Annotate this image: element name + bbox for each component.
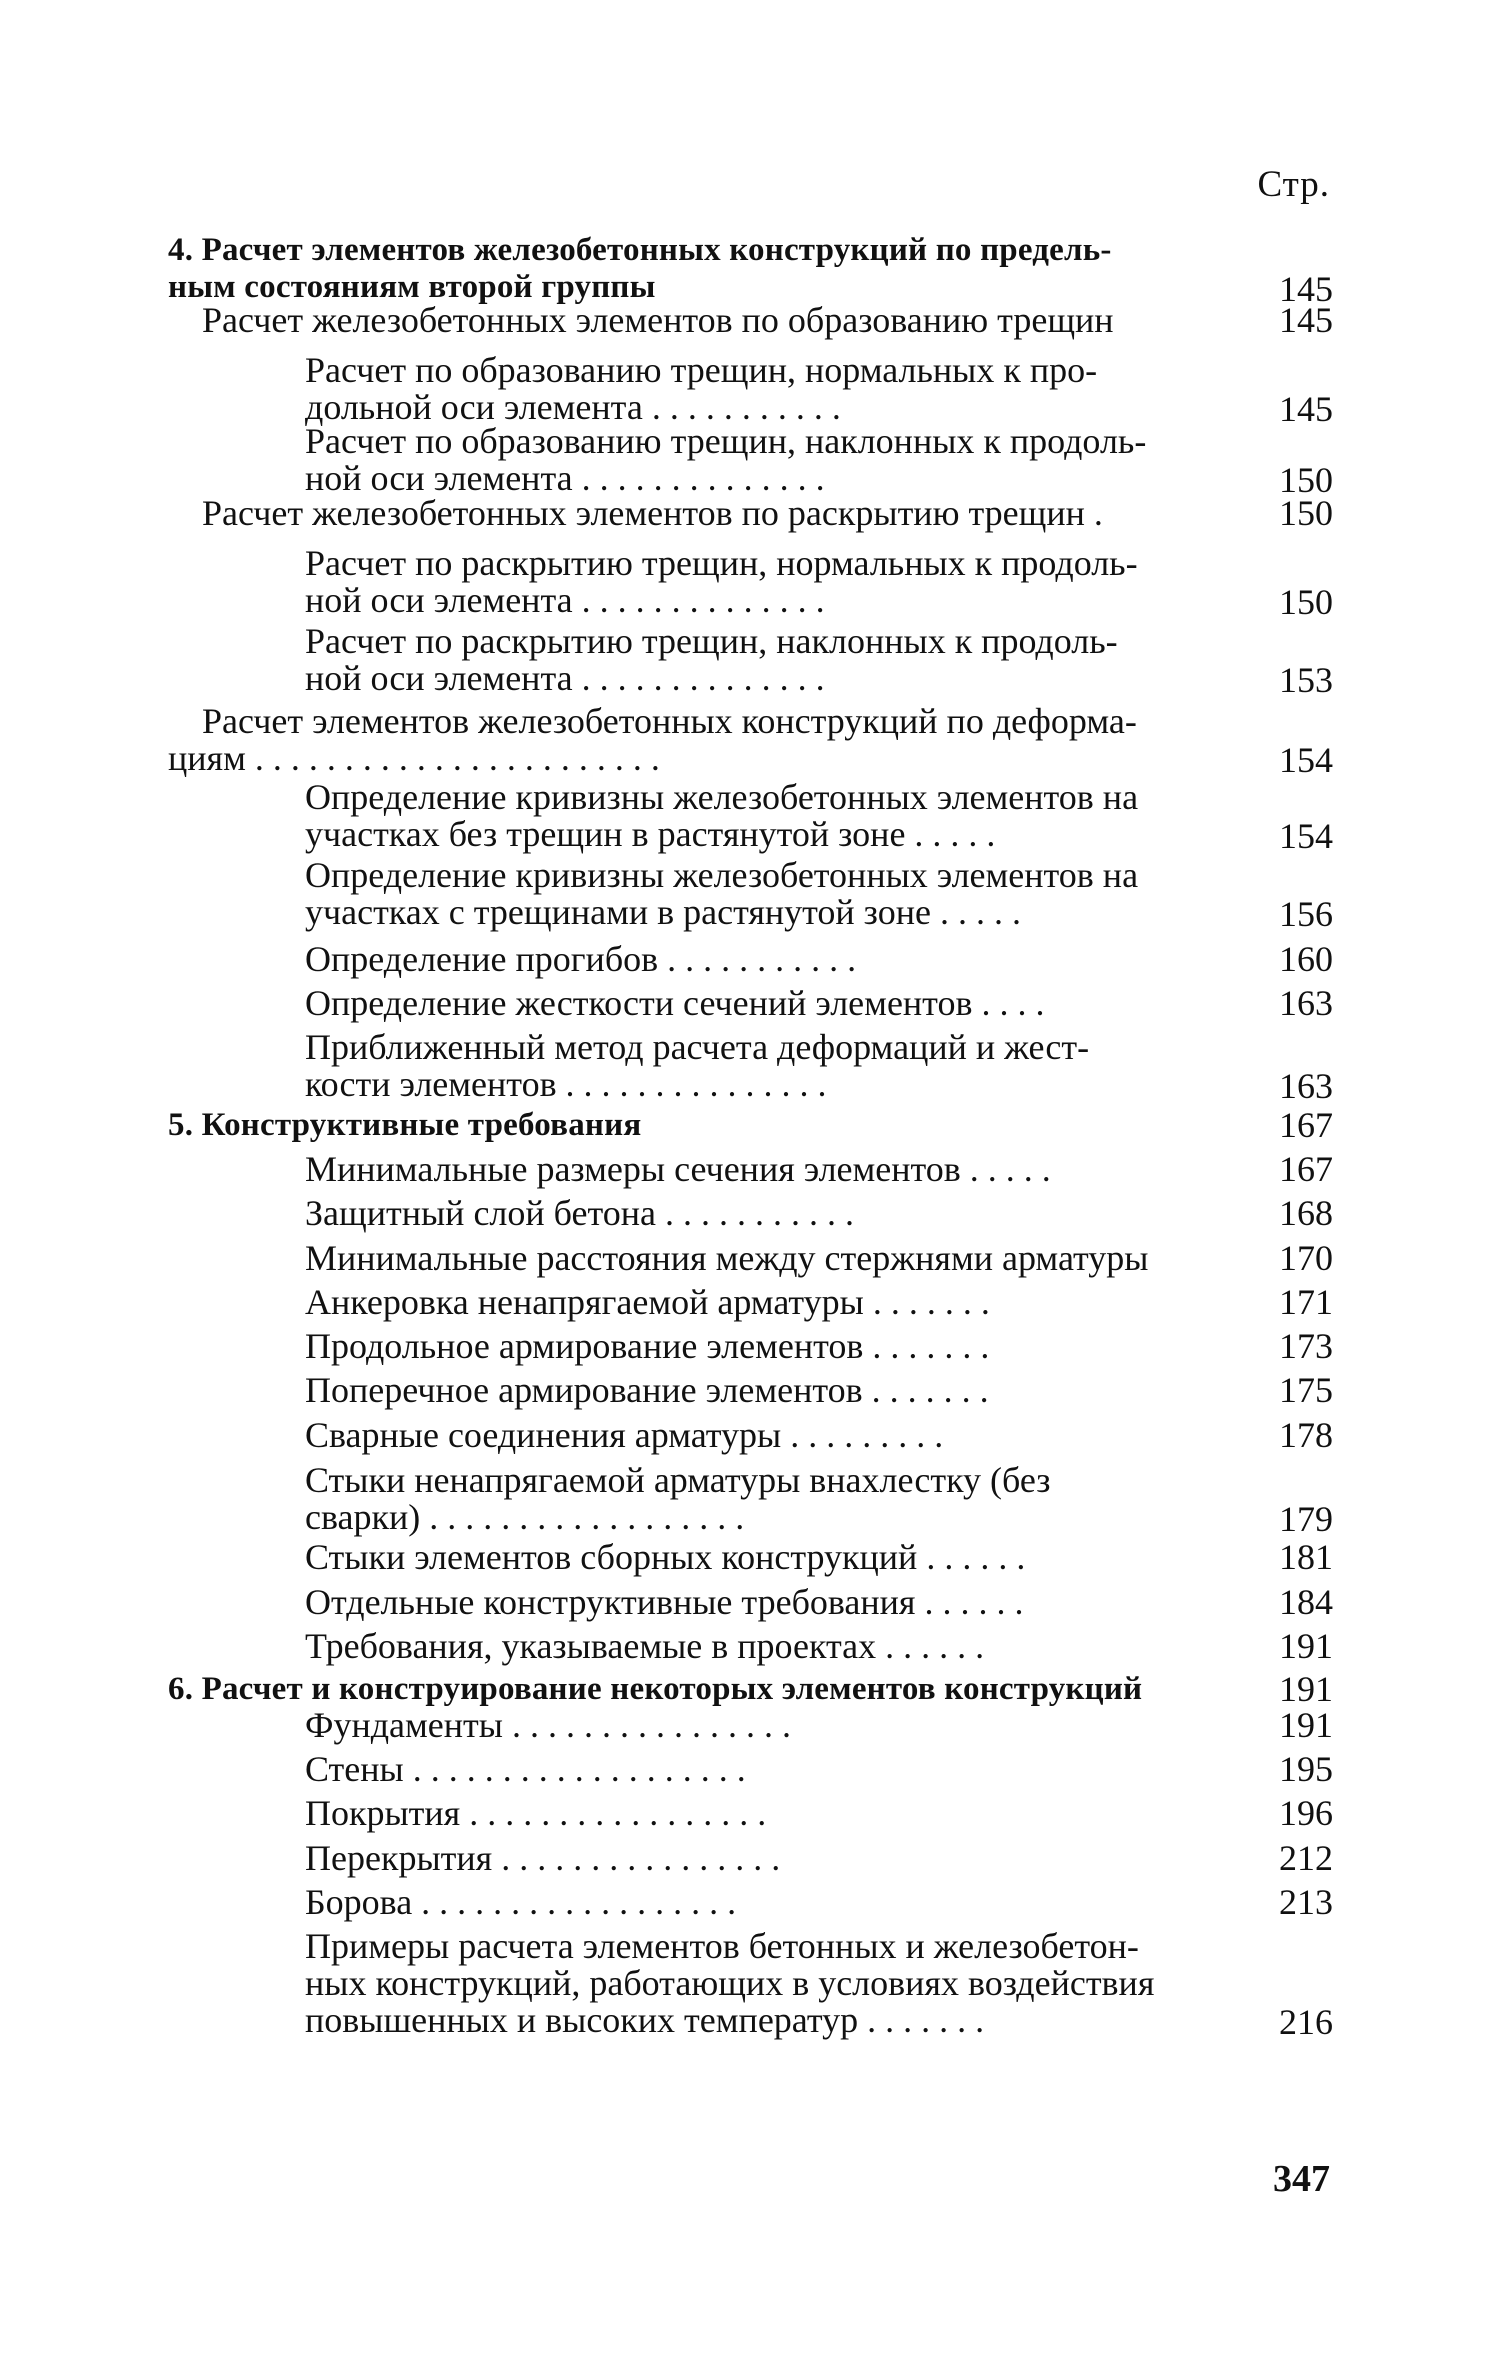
toc-entry-line: Требования, указываемые в проектах . . . . . . [305,1626,985,1666]
toc-entry-line: Определение кривизны железобетонных элементов на [305,777,1139,817]
toc-entry-page: 178 [1279,1415,1333,1455]
toc-entry-page: 167 [1279,1149,1333,1189]
toc-entry-line: Покрытия . . . . . . . . . . . . . . . . . [305,1793,767,1833]
toc-entry-line: дольной оси элемента . . . . . . . . . . . [305,387,841,427]
toc-entry-title [305,623,1222,697]
toc-entry-line: Определение прогибов . . . . . . . . . . . [305,939,857,979]
toc-entry-page: 195 [1279,1749,1333,1789]
toc-entry-page: 184 [1279,1582,1333,1622]
toc-entry-title [305,1417,1222,1454]
toc-entry-title [305,857,1222,931]
toc-entry-page: 175 [1279,1370,1333,1410]
toc-entry-line: Расчет элементов железобетонных конструкций по деформа- [202,701,1137,741]
toc-entry-line: Поперечное армирование элементов . . . . . . . [305,1370,989,1410]
toc-entry-line: Расчет по образованию трещин, наклонных к продоль- [305,421,1147,461]
toc-entry-line: Примеры расчета элементов бетонных и железобетон- [305,1926,1139,1966]
toc-entry-title [305,941,1222,978]
toc-entry-title [305,1628,1222,1665]
toc-entry-page: 181 [1279,1537,1333,1577]
page-column-header: Стр. [1257,164,1330,205]
toc-entry-page: 150 [1279,582,1333,622]
toc-entry-page: 150 [1279,460,1333,500]
toc-entry-page: 167 [1279,1105,1333,1145]
toc-entry-line: Расчет железобетонных элементов по образованию трещин [202,300,1114,340]
toc-entry-page: 150 [1279,493,1333,533]
toc-entry-title [305,1707,1222,1744]
toc-entry-title [168,232,1222,306]
toc-entry-title [305,1151,1222,1188]
toc-entry-page: 179 [1279,1499,1333,1539]
toc-entry-line: Определение жесткости сечений элементов . . . . [305,983,1045,1023]
toc-entry-line: Сварные соединения арматуры . . . . . . . . . [305,1415,944,1455]
toc-entry-title [168,1107,1222,1144]
toc-entry-line: участках без трещин в растянутой зоне . . . . . [305,814,996,854]
toc-entry-title [202,495,1222,532]
toc-entry-line: Стыки ненапрягаемой арматуры внахлестку (без [305,1460,1051,1500]
toc-entry-title [305,1928,1222,2039]
toc-entry-line: Отдельные конструктивные требования . . . . . . [305,1582,1024,1622]
toc-entry-title [305,1840,1222,1877]
toc-entry-page: 191 [1279,1626,1333,1666]
toc-entry-title [305,1328,1222,1365]
toc-entry-line: ной оси элемента . . . . . . . . . . . . . . [305,458,825,498]
toc-entry-line: 6. Расчет и конструирование некоторых элементов конструкций [168,1671,1143,1707]
toc-entry-line: Расчет железобетонных элементов по раскрытию трещин . [202,493,1103,533]
toc-entry-line: ным состояниям второй группы [168,269,656,305]
toc-entry-line: Перекрытия . . . . . . . . . . . . . . . . [305,1838,781,1878]
toc-entry-title [305,1584,1222,1621]
toc-entry-page: 145 [1279,269,1333,309]
toc-entry-line: участках с трещинами в растянутой зоне . . . . . [305,892,1021,932]
page-number: 347 [1273,2158,1330,2200]
toc-entry-line: ных конструкций, работающих в условиях воздействия [305,1963,1155,2003]
toc-entry-line: Анкеровка ненапрягаемой арматуры . . . . . . . [305,1282,990,1322]
toc-entry-title [305,545,1222,619]
toc-entry-page: 196 [1279,1793,1333,1833]
toc-entry-title [305,1539,1222,1576]
toc-entry-title [305,1795,1222,1832]
toc-entry-line: повышенных и высоких температур . . . . . . . [305,2000,985,2040]
toc-entry-page: 191 [1279,1669,1333,1709]
toc-entry-title [168,701,1222,778]
toc-entry-title [305,352,1222,426]
toc-entry-title [305,779,1222,853]
toc-entry-line: Приближенный метод расчета деформаций и жест- [305,1027,1090,1067]
toc-entry-page: 212 [1279,1838,1333,1878]
toc-entry-line: Борова . . . . . . . . . . . . . . . . . . [305,1882,737,1922]
toc-entry-page: 163 [1279,1066,1333,1106]
toc-entry-title [305,985,1222,1022]
toc-entry-line: Расчет по раскрытию трещин, наклонных к продоль- [305,621,1118,661]
toc-entry-title [202,302,1222,339]
toc-entry-title [305,1029,1222,1103]
toc-entry-page: 216 [1279,2002,1333,2042]
toc-entry-page: 154 [1279,740,1333,780]
toc-entry-page: 145 [1279,389,1333,429]
toc-entry-line: циям . . . . . . . . . . . . . . . . . . . . . . . [168,738,660,778]
toc-entry-title [305,1240,1222,1277]
toc-entry-page: 154 [1279,816,1333,856]
toc-entry-line: ной оси элемента . . . . . . . . . . . . . . [305,658,825,698]
toc-entry-title [305,1884,1222,1921]
toc-entry-page: 160 [1279,939,1333,979]
toc-entry-line: Минимальные расстояния между стержнями арматуры [305,1238,1149,1278]
toc-entry-page: 213 [1279,1882,1333,1922]
toc-entry-line: 5. Конструктивные требования [168,1107,642,1143]
toc-entry-page: 145 [1279,300,1333,340]
toc-entry-line: кости элементов . . . . . . . . . . . . . . . [305,1064,827,1104]
toc-entry-line: сварки) . . . . . . . . . . . . . . . . . . [305,1497,745,1537]
toc-entry-page: 153 [1279,660,1333,700]
toc-entry-page: 163 [1279,983,1333,1023]
toc-entry-line: Стыки элементов сборных конструкций . . . . . . [305,1537,1026,1577]
toc-entry-page: 170 [1279,1238,1333,1278]
toc-entry-line: Минимальные размеры сечения элементов . . . . . [305,1149,1051,1189]
toc-entry-line: 4. Расчет элементов железобетонных конструкций по предель- [168,232,1112,268]
toc-entry-line: Продольное армирование элементов . . . . . . . [305,1326,990,1366]
toc-entry-title [305,1462,1222,1536]
toc-entry-line: Защитный слой бетона . . . . . . . . . . . [305,1193,854,1233]
toc-entry-title [305,1284,1222,1321]
toc-entry-title [305,1751,1222,1788]
toc-entry-title [305,423,1222,497]
toc-entry-page: 173 [1279,1326,1333,1366]
toc-entry-line: Расчет по образованию трещин, нормальных к про- [305,350,1098,390]
toc-entry-line: Стены . . . . . . . . . . . . . . . . . . . [305,1749,746,1789]
toc-entry-line: ной оси элемента . . . . . . . . . . . . . . [305,580,825,620]
toc-entry-line: Определение кривизны железобетонных элементов на [305,855,1139,895]
toc-entry-title [168,1671,1222,1708]
toc-entry-page: 156 [1279,894,1333,934]
toc-entry-line: Расчет по раскрытию трещин, нормальных к продоль- [305,543,1138,583]
toc-entry-line: Фундаменты . . . . . . . . . . . . . . . . [305,1705,791,1745]
toc-entry-page: 171 [1279,1282,1333,1322]
toc-entry-page: 191 [1279,1705,1333,1745]
toc-entry-page: 168 [1279,1193,1333,1233]
toc-entry-title [305,1195,1222,1232]
toc-entry-title [305,1372,1222,1409]
